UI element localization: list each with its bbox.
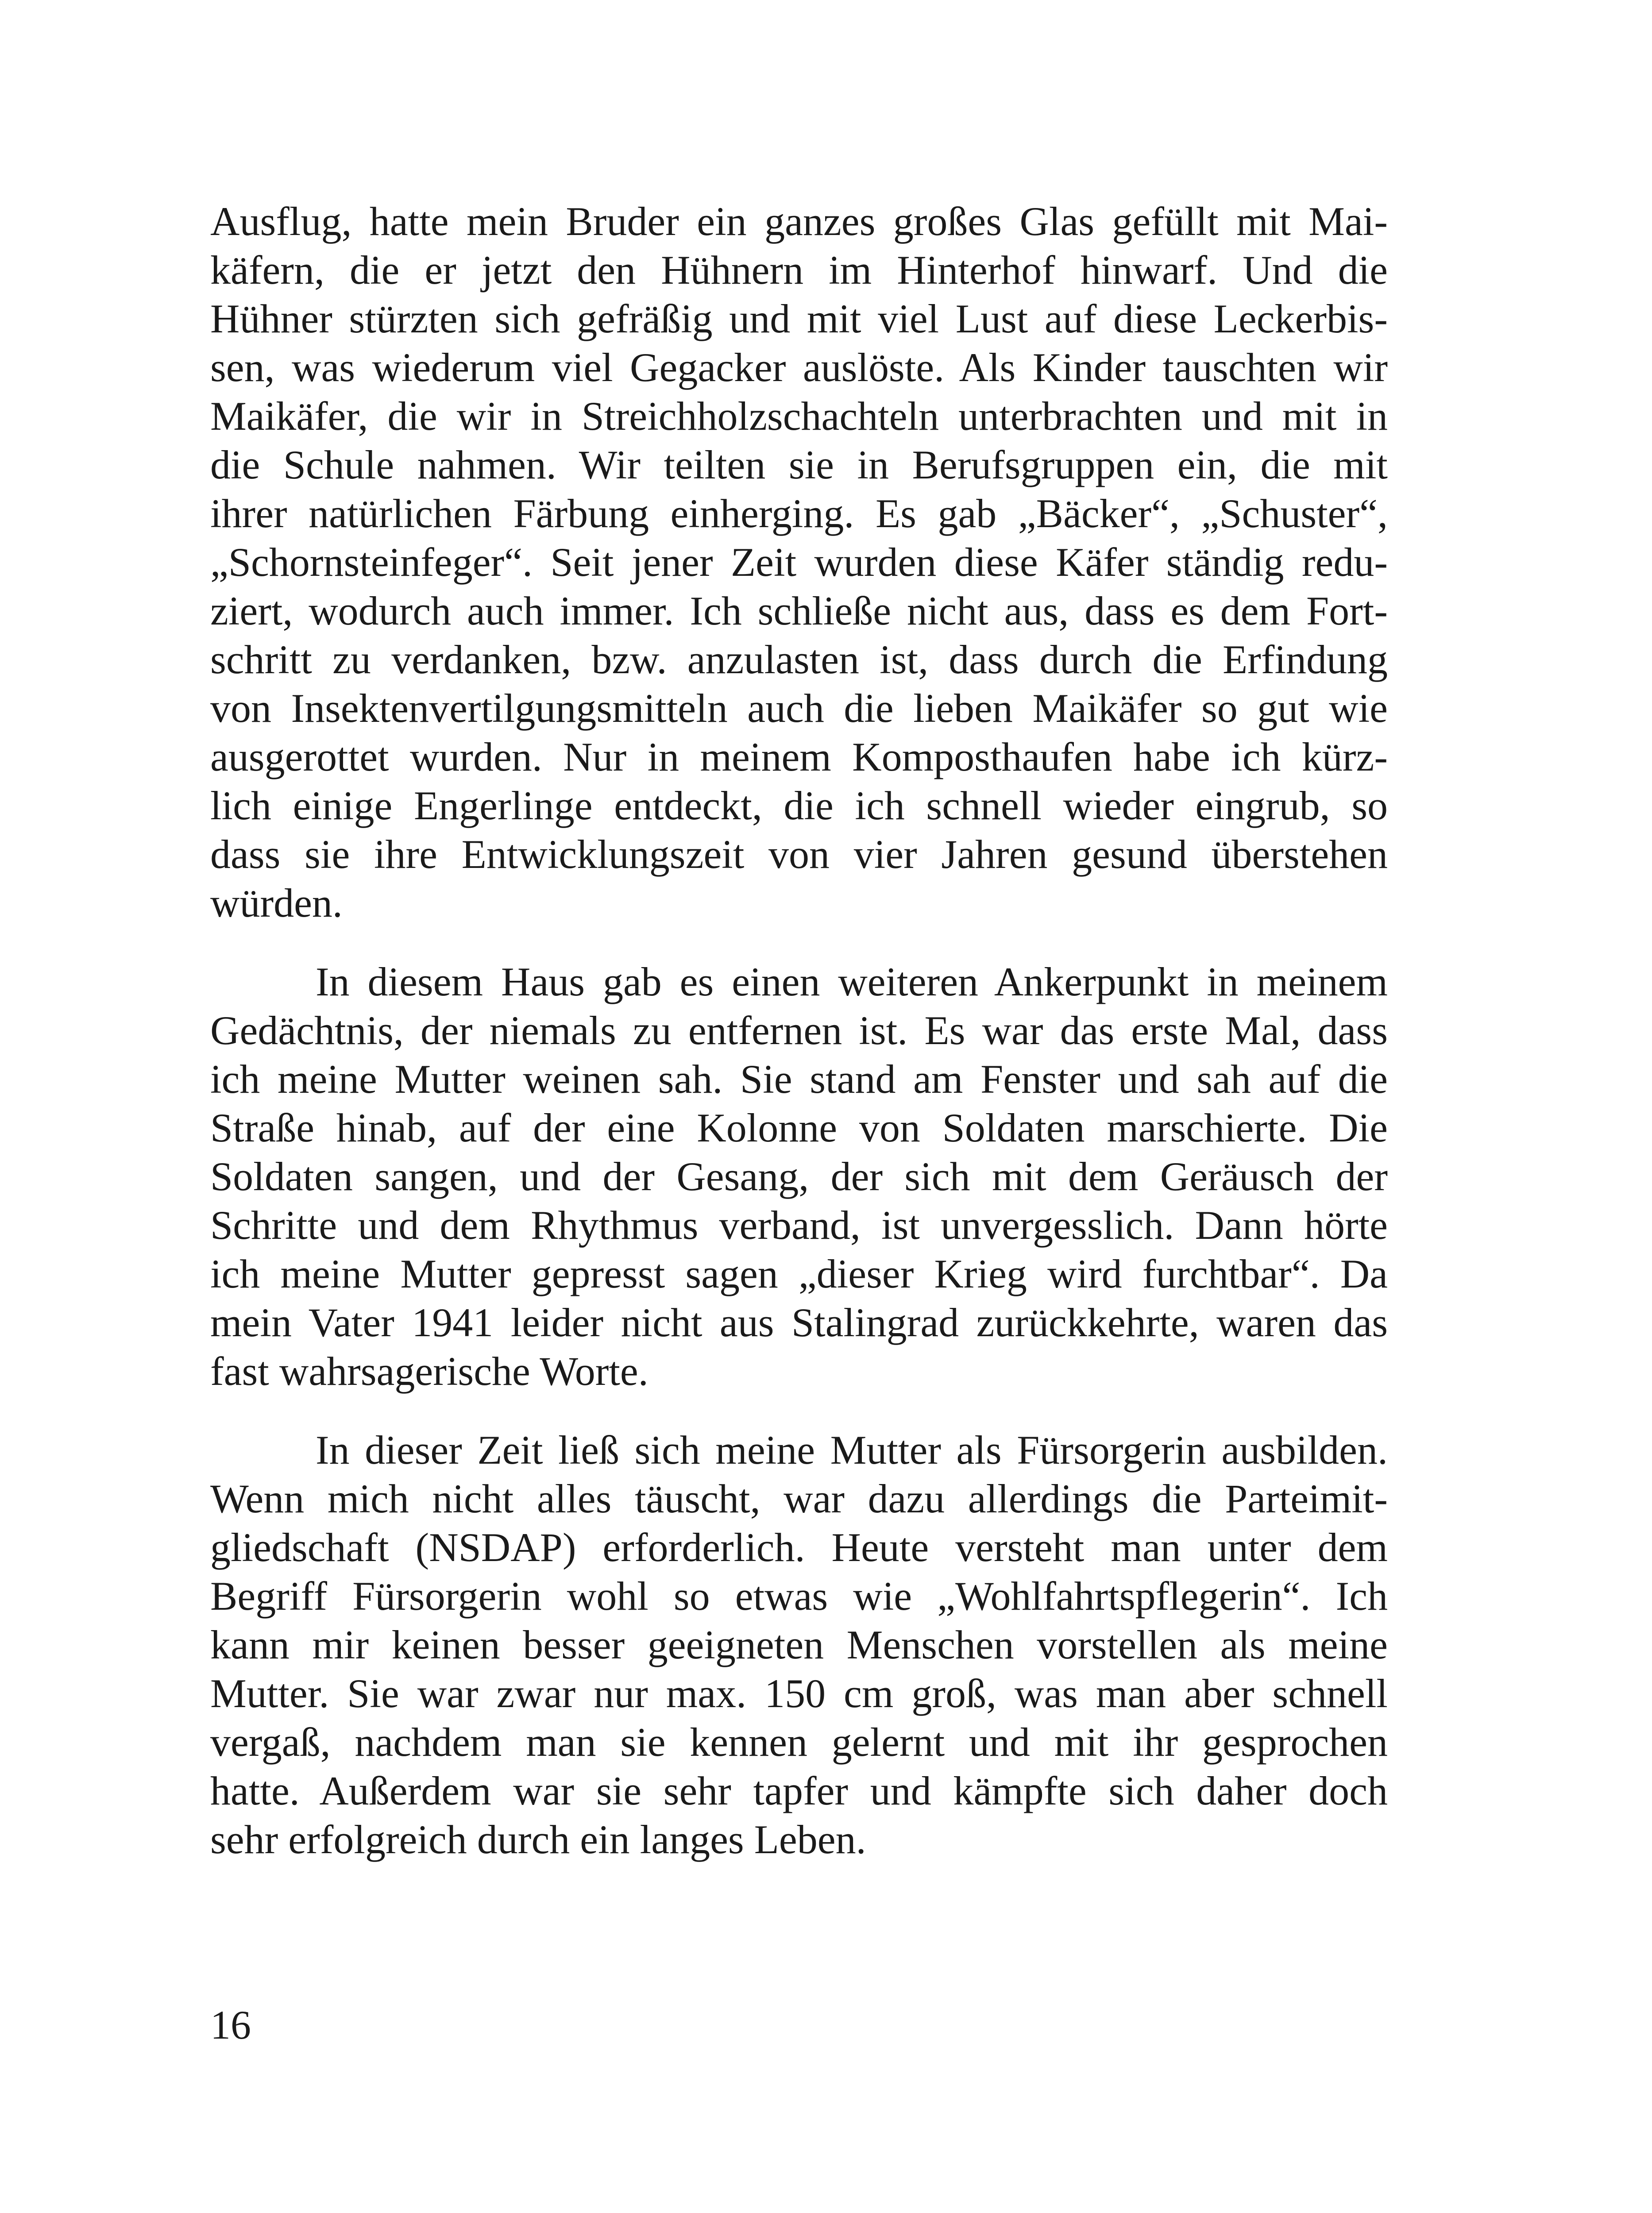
text-line: „Schornsteinfeger“. Seit jener Zeit wurden diese Käfer ständig redu- — [210, 540, 1388, 585]
text-line: dass sie ihre Entwicklungszeit von vier Jahren gesund überstehen — [210, 832, 1388, 877]
text-line: ihrer natürlichen Färbung einherging. Es gab „Bäcker“, „Schuster“, — [210, 491, 1388, 536]
text-line: Ausflug, hatte mein Bruder ein ganzes großes Glas gefüllt mit Mai- — [210, 199, 1388, 244]
text-line: vergaß, nachdem man sie kennen gelernt und mit ihr gesprochen — [210, 1720, 1388, 1765]
text-line: fast wahrsagerische Worte. — [210, 1349, 648, 1394]
text-line: In dieser Zeit ließ sich meine Mutter als Fürsorgerin ausbilden. — [316, 1427, 1388, 1473]
text-line: schritt zu verdanken, bzw. anzulasten ist, dass durch die Erfindung — [210, 637, 1388, 682]
text-line: käfern, die er jetzt den Hühnern im Hinterhof hinwarf. Und die — [210, 247, 1388, 293]
paragraph-1 — [210, 197, 1388, 927]
text-line: kann mir keinen besser geeigneten Menschen vorstellen als meine — [210, 1622, 1388, 1667]
text-line: von Insektenvertilgungsmitteln auch die lieben Maikäfer so gut wie — [210, 686, 1388, 731]
text-line: ich meine Mutter weinen sah. Sie stand am Fenster und sah auf die — [210, 1056, 1388, 1102]
text-line: Begriff Fürsorgerin wohl so etwas wie „Wohlfahrtspflegerin“. Ich — [210, 1573, 1388, 1619]
text-line: ausgerottet wurden. Nur in meinem Komposthaufen habe ich kürz- — [210, 734, 1388, 779]
text-line: gliedschaft (NSDAP) erforderlich. Heute versteht man unter dem — [210, 1525, 1388, 1570]
text-line: Straße hinab, auf der eine Kolonne von Soldaten marschierte. Die — [210, 1105, 1388, 1150]
paragraph-2 — [210, 957, 1388, 1396]
text-line: würden. — [210, 880, 343, 925]
text-line: Wenn mich nicht alles täuscht, war dazu allerdings die Parteimit- — [210, 1476, 1388, 1521]
text-line: Schritte und dem Rhythmus verband, ist unvergesslich. Dann hörte — [210, 1203, 1388, 1248]
text-line: Gedächtnis, der niemals zu entfernen ist. Es war das erste Mal, dass — [210, 1008, 1388, 1053]
body-text — [210, 197, 1388, 1864]
text-line: sen, was wiederum viel Gegacker auslöste. Als Kinder tauschten wir — [210, 345, 1388, 390]
text-line: Hühner stürzten sich gefräßig und mit viel Lust auf diese Leckerbis- — [210, 296, 1388, 341]
text-line: mein Vater 1941 leider nicht aus Stalingrad zurückkehrte, waren das — [210, 1300, 1388, 1345]
text-line: Mutter. Sie war zwar nur max. 150 cm groß, was man aber schnell — [210, 1671, 1388, 1716]
text-line: hatte. Außerdem war sie sehr tapfer und kämpfte sich daher doch — [210, 1768, 1388, 1813]
text-line: lich einige Engerlinge entdeckt, die ich schnell wieder eingrub, so — [210, 783, 1388, 828]
text-line: ich meine Mutter gepresst sagen „dieser Krieg wird furchtbar“. Da — [210, 1251, 1388, 1296]
text-line: Soldaten sangen, und der Gesang, der sich mit dem Geräusch der — [210, 1154, 1388, 1199]
paragraph-3 — [210, 1426, 1388, 1864]
text-line: die Schule nahmen. Wir teilten sie in Berufsgruppen ein, die mit — [210, 442, 1388, 487]
text-line: ziert, wodurch auch immer. Ich schließe nicht aus, dass es dem Fort- — [210, 588, 1388, 633]
text-line: sehr erfolgreich durch ein langes Leben. — [210, 1817, 866, 1862]
text-line: Maikäfer, die wir in Streichholzschachteln unterbrachten und mit in — [210, 393, 1388, 439]
page-number: 16 — [210, 2002, 251, 2047]
text-line: In diesem Haus gab es einen weiteren Ankerpunkt in meinem — [316, 959, 1388, 1004]
